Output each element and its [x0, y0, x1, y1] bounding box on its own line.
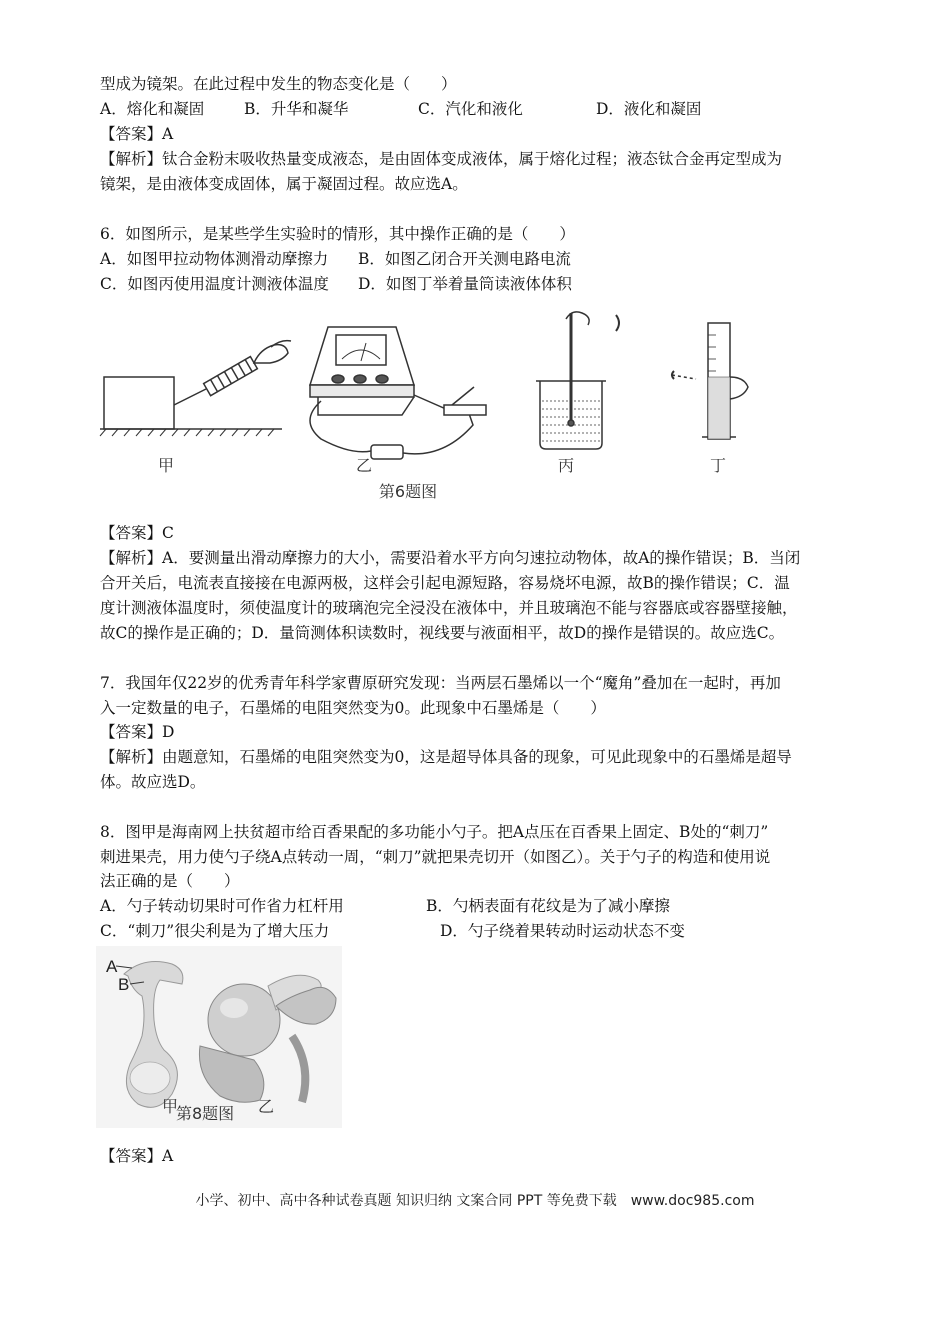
q7-analysis-line: 体。故应选D。: [100, 773, 206, 791]
q5-option-a: A．熔化和凝固: [100, 100, 205, 118]
q6-option-b: B．如图乙闭合开关测电路电流: [358, 250, 571, 268]
q8-figure-label-yi: 乙: [257, 1097, 275, 1116]
q7-stem-line: 入一定数量的电子，石墨烯的电阻突然变为0。此现象中石墨烯是（ ）: [100, 699, 606, 717]
q5-stem: 型成为镜架。在此过程中发生的物态变化是（ ）: [100, 75, 457, 93]
q5-answer: 【答案】A: [100, 125, 174, 143]
q7-answer: 【答案】D: [100, 723, 175, 741]
q8-option-c: C．“刺刀”很尖利是为了增大压力: [100, 922, 330, 940]
q5-option-c: C．汽化和液化: [418, 100, 523, 118]
q6-analysis-line: 故C的操作是正确的；D．量筒测体积读数时，视线要与液面相平，故D的操作是错误的。故应选C。: [100, 624, 785, 642]
q8-answer: 【答案】A: [100, 1147, 174, 1165]
q7-stem-line: 7．我国年仅22岁的优秀青年科学家曹原研究发现：当两层石墨烯以一个“魔角”叠加在一起时，再加: [100, 674, 781, 692]
q6-figure-label-jia: 甲: [157, 456, 175, 475]
ammeter-circuit-image: [310, 327, 486, 459]
q5-option-d: D．液化和凝固: [596, 100, 702, 118]
q8-stem-line: 刺进果壳，用力使勺子绕A点转动一周，“刺刀”就把果壳切开（如图乙）。关于勺子的构造和使用说: [100, 848, 771, 866]
q6-figure-caption: 第6题图: [378, 482, 438, 501]
q8-stem-line: 法正确的是（ ）: [100, 872, 240, 890]
q8-option-b: B．勺柄表面有花纹是为了减小摩擦: [426, 897, 670, 915]
q6-figure: [96, 305, 776, 510]
graduated-cylinder-image: [672, 323, 748, 439]
q6-analysis-line: 【解析】A．要测量出滑动摩擦力的大小，需要沿着水平方向匀速拉动物体，故A的操作错误；B．当闭: [100, 549, 801, 567]
q6-figure-label-ding: 丁: [709, 456, 727, 475]
thermometer-beaker-image: [536, 312, 619, 449]
q8-figure-point-a: A: [106, 957, 118, 976]
q5-analysis-line: 镜架，是由液体变成固体，属于凝固过程。故应选A。: [100, 175, 468, 193]
q6-answer: 【答案】C: [100, 524, 174, 542]
spring-scale-experiment-image: [100, 341, 291, 436]
q5-analysis-line: 【解析】钛合金粉末吸收热量变成液态，是由固体变成液体，属于熔化过程；液态钛合金再定型成为: [100, 150, 783, 168]
q6-figure-label-yi: 乙: [355, 456, 373, 475]
q5-option-b: B．升华和凝华: [244, 100, 349, 118]
q6-analysis-line: 合开关后，电流表直接接在电源两极，这样会引起电源短路，容易烧坏电源，故B的操作错误；C．温: [100, 574, 790, 592]
q8-option-d: D．勺子绕着果转动时运动状态不变: [440, 922, 685, 940]
q6-option-a: A．如图甲拉动物体测滑动摩擦力: [100, 250, 329, 268]
q8-stem-line: 8．图甲是海南网上扶贫超市给百香果配的多功能小勺子。把A点压在百香果上固定、B处的“刺刀”: [100, 823, 769, 841]
q6-option-d: D．如图丁举着量筒读液体体积: [358, 275, 572, 293]
q6-option-c: C．如图丙使用温度计测液体温度: [100, 275, 329, 293]
q8-figure-label-jia: 甲: [161, 1097, 179, 1116]
q8-figure: [96, 946, 342, 1128]
q8-option-a: A．勺子转动切果时可作省力杠杆用: [100, 897, 344, 915]
page-footer: 小学、初中、高中各种试卷真题 知识归纳 文案合同 PPT 等免费下载 www.doc985.com: [195, 1193, 755, 1209]
q6-analysis-line: 度计测液体温度时，须使温度计的玻璃泡完全浸没在液体中，并且玻璃泡不能与容器底或容器壁接触，: [100, 599, 798, 617]
q8-figure-caption: 第8题图: [176, 1104, 235, 1123]
q7-analysis-line: 【解析】由题意知，石墨烯的电阻突然变为0，这是超导体具备的现象，可见此现象中的石墨烯是超导: [100, 748, 792, 766]
q8-figure-point-b: B: [118, 975, 130, 994]
q6-figure-label-bing: 丙: [557, 456, 575, 475]
q6-stem: 6．如图所示，是某些学生实验时的情形，其中操作正确的是（ ）: [100, 225, 575, 243]
